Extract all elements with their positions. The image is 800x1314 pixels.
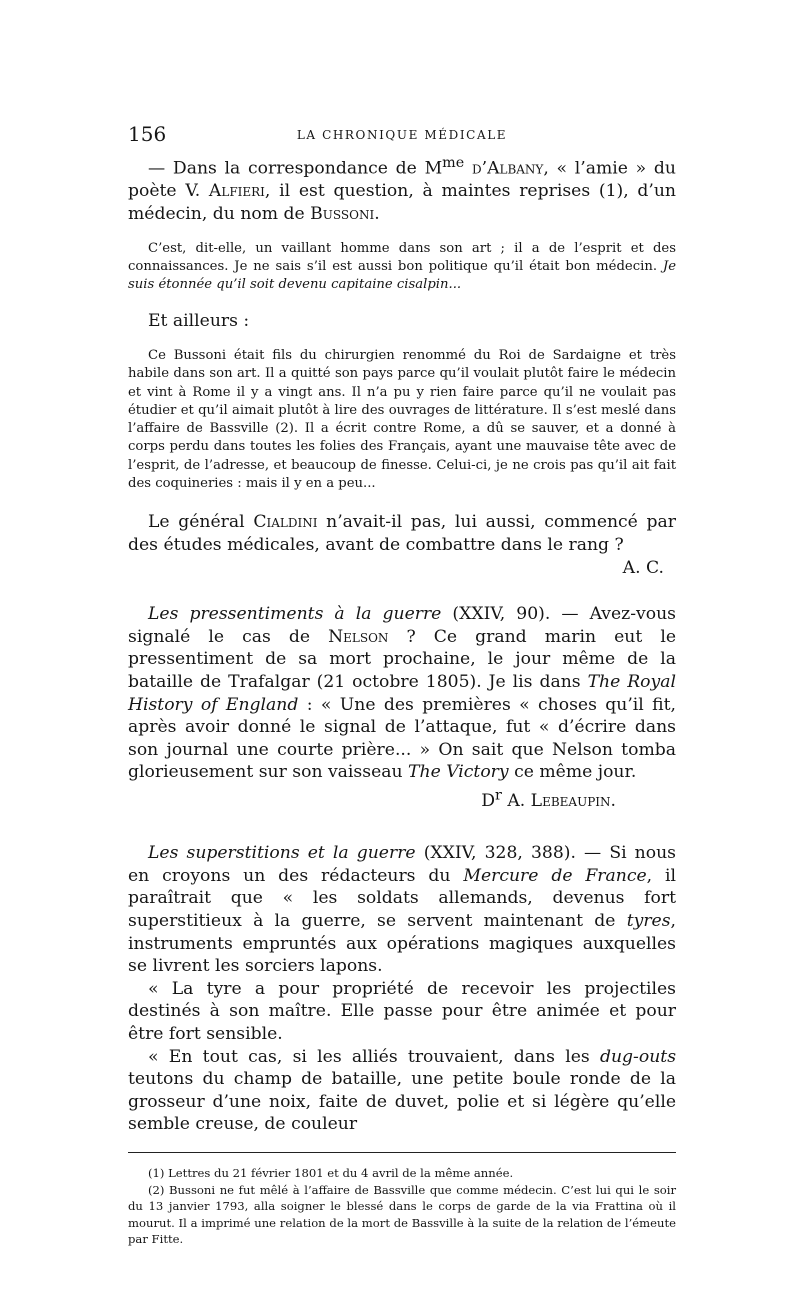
quote-albany-1: C’est, dit-elle, un vaillant homme dans son art ; il a de l’esprit et des connaissances. Je ne sais s’il est aussi bon politique qu’il était bon médecin. Je suis étonnée qu’il soit devenu capitaine cisalpin... [128,240,676,293]
page-number: 156 [128,122,167,146]
quote-albany-2: Ce Bussoni était fils du chirurgien renommé du Roi de Sardaigne et très habile dans son art. Il a quitté son pays parce qu’il voulait plutôt faire le médecin et vint à Rome il y a vingt ans. Il n’a pu y rien faire parce qu’il ne voulait pas étudier et qu’il aimait plutôt à lire des ouvrages de littérature. Il s’est meslé dans l’affaire de Bassville (2). Il a écrit contre Rome, a dû se sauver, et a donné à corps perdu dans toutes les folies des Français, ayant une mauvaise tête avec de l’esprit, de l’adresse, et beaucoup de finesse. Celui-ci, je ne crois pas qu’il ait fait des coquineries : mais il y en a peu... [128,348,676,492]
footnote-2: (2) Bussoni ne fut mêlé à l’affaire de Bassville que comme médecin. C’est lui qui le soir du 13 janvier 1793, alla soigner le blessé dans le corps de garde de la via Frattina où il mourut. Il a imprimé une relation de la mort de Bassville à la suite de la relation de l’émeute par Fitte. [128,1182,676,1247]
footnote-divider [128,1152,676,1153]
page [128,118,676,1248]
signature-ac: A. C. [622,557,664,578]
running-title: LA CHRONIQUE MÉDICALE [296,128,508,142]
cialdini-question: Le général Cialdini n’avait-il pas, lui aussi, commencé par des études médicales, avant de combattre dans le rang ? [128,512,676,555]
article-title: Les pressentiments à la guerre [148,604,442,625]
superstitions-paragraph-2: « La tyre a pour propriété de recevoir les projectiles destinés à son maître. Elle passe pour être animée et pour être fort sensible. [128,978,676,1044]
article-title: Les superstitions et la guerre [148,843,416,864]
signature-lebeaupin: $D^r$ A. Lebeaupin. [481,786,616,811]
et-ailleurs: Et ailleurs : [148,311,250,332]
pressentiments-article: Les pressentiments à la guerre (XXIV, 90). — Avez-vous signalé le cas de Nelson ? Ce grand marin eut le pressentiment de sa mort prochaine, le jour même de la bataille de Trafalgar (21 octobre 1805). Je lis dans The Royal History of England : « Une des premières « choses qu’il fit, après avoir donné le signal de l’attaque, fut « d’écrire dans son journal une courte prière... » On sait que Nelson tomba glorieusement sur son vaisseau The Victory ce même jour. [128,604,676,783]
intro-paragraph: — Dans la correspondance de $M^{me}$ d’Albany, « l’amie » du poète V. Alfieri, il est question, à maintes reprises (1), d’un médecin, du nom de Bussoni. [128,155,676,224]
footnote-1: (1) Lettres du 21 février 1801 et du 4 avril de la même année. [148,1165,514,1180]
page-header [128,118,676,144]
superstitions-article: Les superstitions et la guerre (XXIV, 328, 388). — Si nous en croyons un des rédacteurs du Mercure de France, il paraîtrait que « les soldats allemands, devenus fort superstitieux à la guerre, se servent maintenant de tyres, instruments empruntés aux opérations magiques auxquelles se livrent les sorciers lapons. [128,843,676,977]
superstitions-paragraph-3: « En tout cas, si les alliés trouvaient, dans les dug-outs teutons du champ de bataille, une petite boule ronde de la grosseur d’une noix, faite de duvet, polie et si légère qu’elle semble creuse, de couleur [128,1046,677,1135]
